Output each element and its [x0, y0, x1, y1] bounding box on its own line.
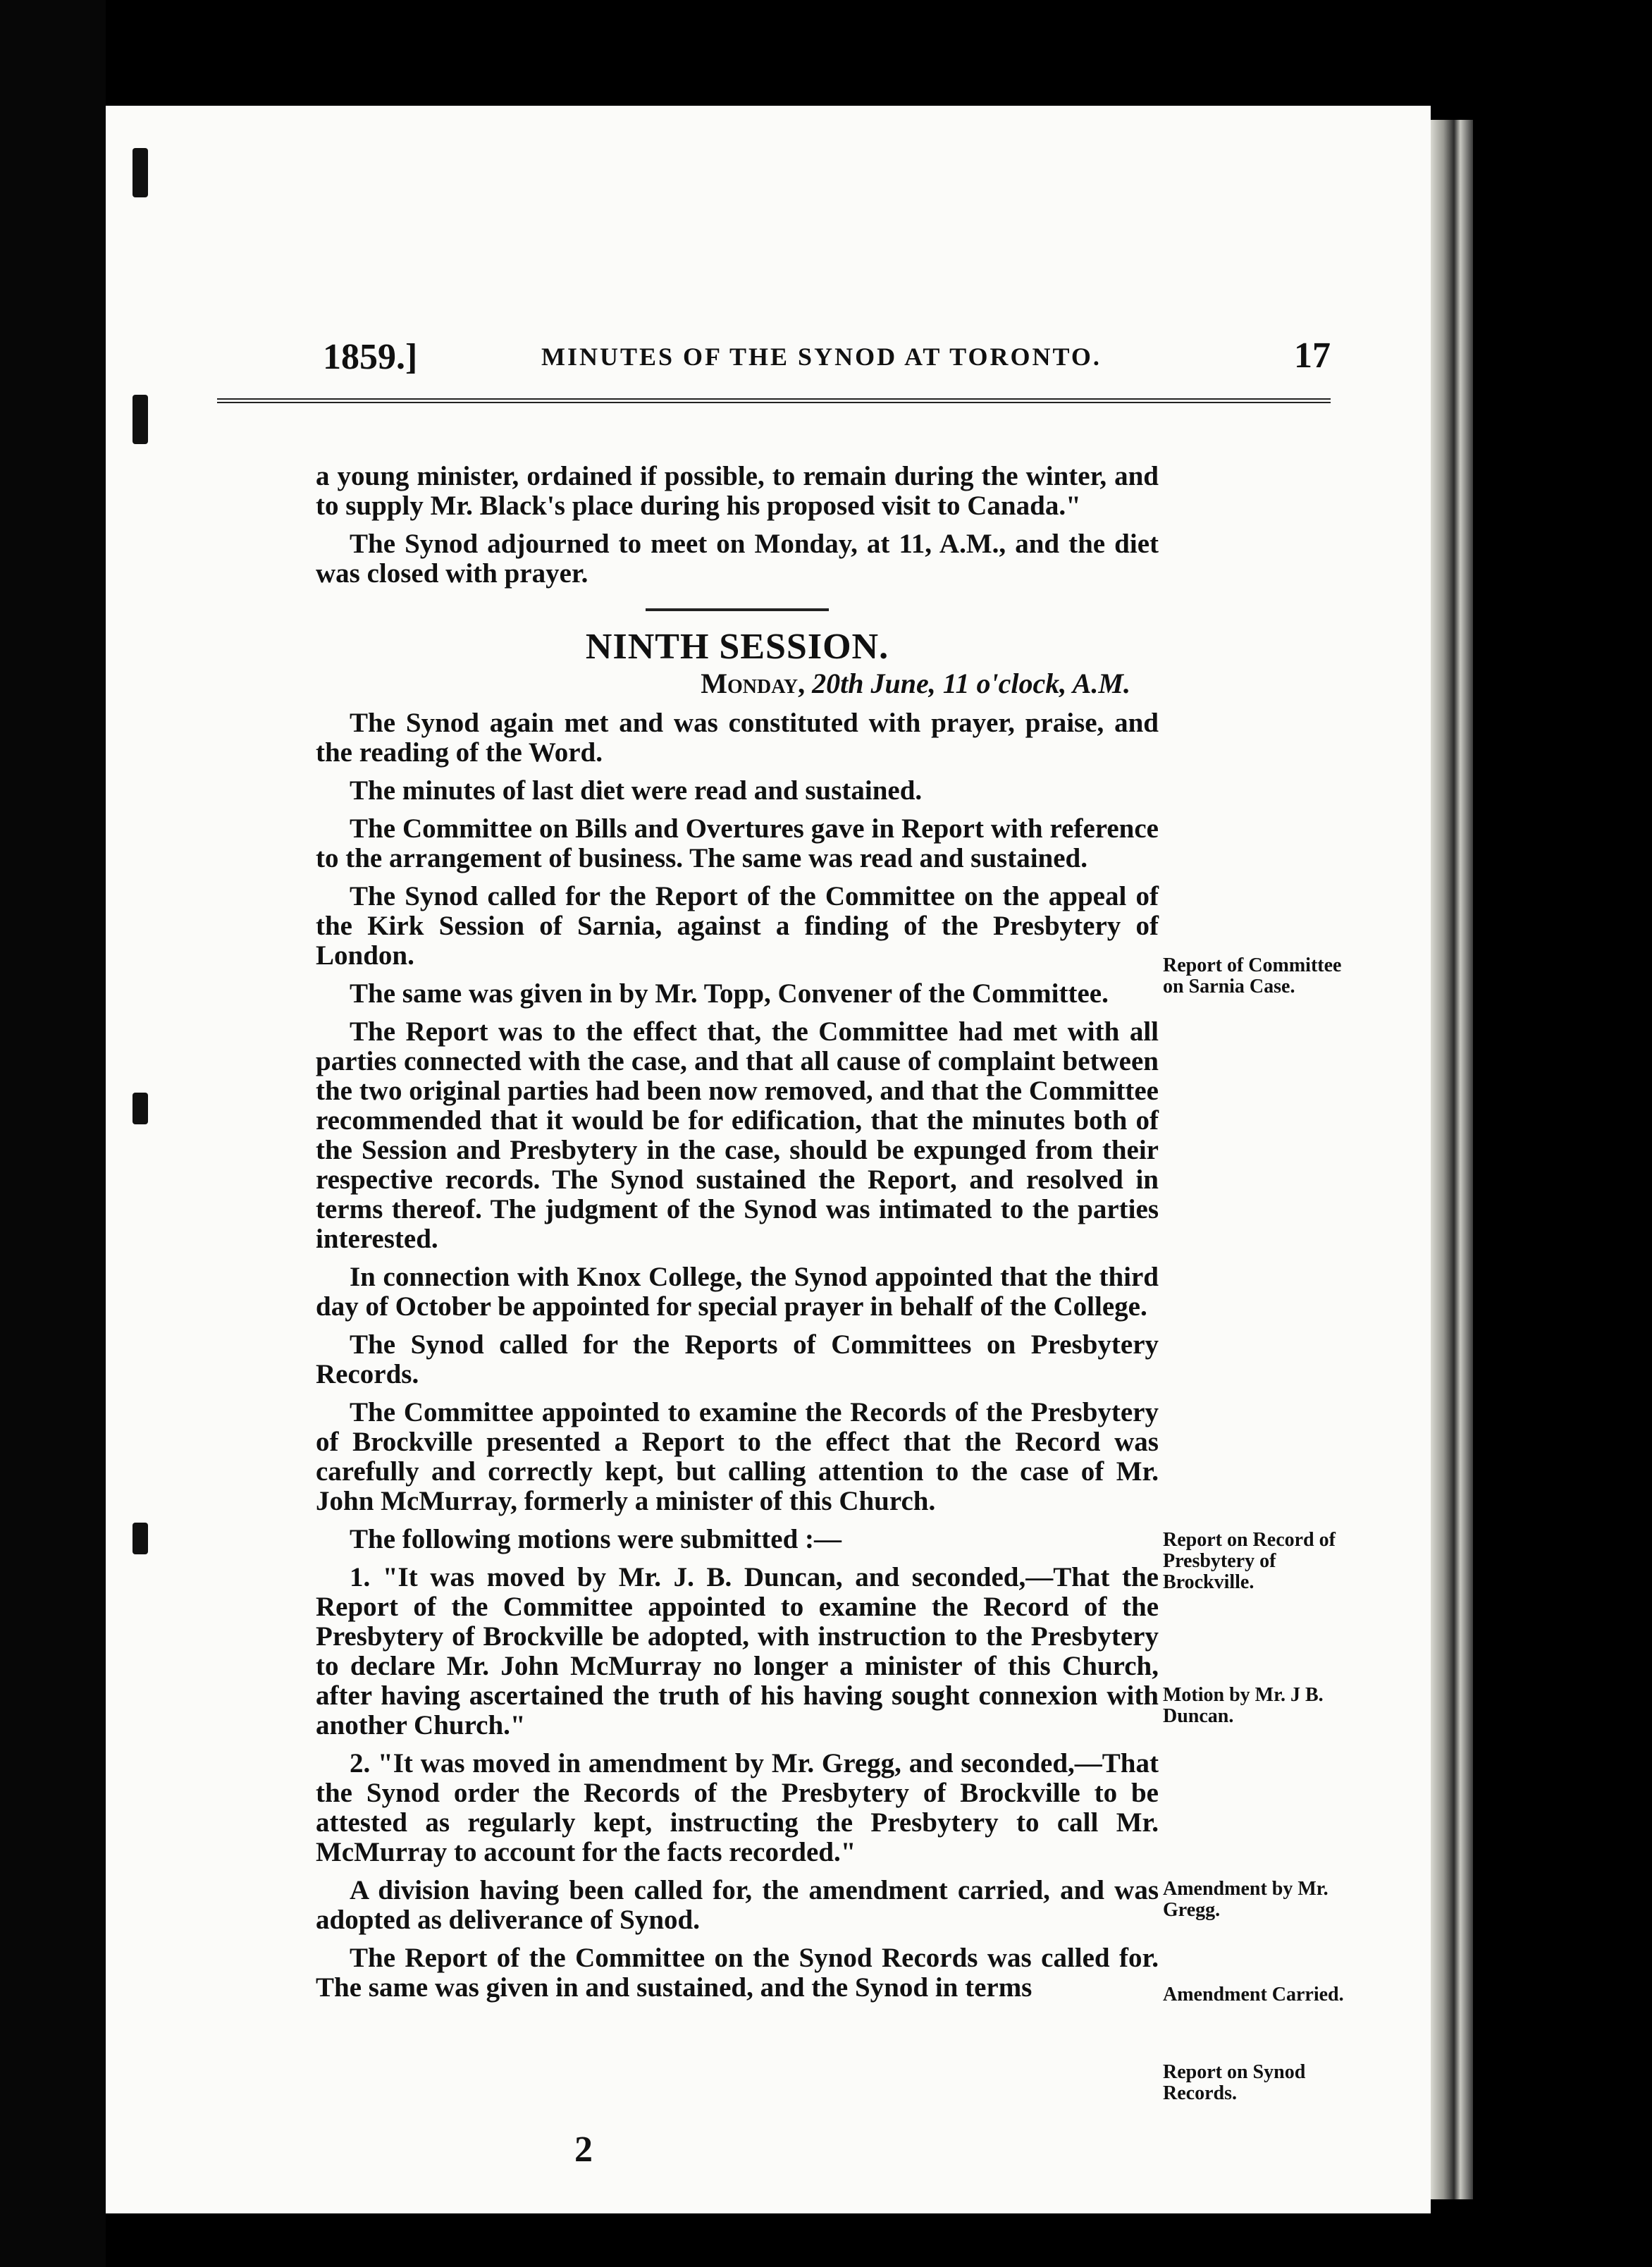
session-date-day: Monday, — [701, 668, 806, 699]
paragraph: The Report was to the effect that, the Committee had met with all parties connected with the case, and that all cause of complaint between the two original parties had been now removed, and that the Committee recommended that it would be for edification, that the minutes both of the Session and Presbytery in the case, should be expunged from their respective records. The Synod sustained the Report, and resolved in terms thereof. The judgment of the Synod was intimated to the parties interested. — [316, 1016, 1159, 1254]
paragraph: The Report of the Committee on the Synod Records was called for. The same was given in and sustained, and the Synod in terms — [316, 1943, 1159, 2003]
margin-note: Amendment by Mr. Gregg. — [1163, 1878, 1329, 1921]
page-body — [316, 462, 1159, 2011]
paragraph: The Committee on Bills and Overtures gave in Report with reference to the arrangement of business. The same was read and sustained. — [316, 813, 1159, 873]
session-date-rest: 20th June, 11 o'clock, A.M. — [812, 668, 1130, 699]
paragraph: The Synod again met and was constituted with prayer, praise, and the reading of the Word. — [316, 708, 1159, 768]
paragraph: In connection with Knox College, the Synod appointed that the third day of October be appointed for special prayer in behalf of the College. — [316, 1262, 1159, 1322]
margin-note: Motion by Mr. J B. Duncan. — [1163, 1684, 1324, 1727]
margin-note: Report on Record of Presbytery of Brockville. — [1163, 1529, 1336, 1593]
paragraph: The same was given in by Mr. Topp, Convener of the Committee. — [350, 978, 1109, 1009]
adjournment-paragraph: The Synod adjourned to meet on Monday, at 11, A.M., and the diet was closed with prayer. — [316, 529, 1159, 589]
binding-mark — [132, 395, 148, 444]
session-date — [316, 669, 1159, 699]
paragraph: The following motions were submitted :— — [350, 1524, 842, 1554]
header-year: 1859.] — [323, 337, 418, 377]
book-page-edges — [1431, 120, 1473, 2199]
motion-paragraph: 1. "It was moved by Mr. J. B. Duncan, and seconded,—That the Report of the Committee appointed to examine the Record of the Presbytery of Brockville be adopted, with instruction to the Presbytery to declare Mr. John McMurray no longer a minister of this Church, after having ascertained the truth of his having sought connexion with another Church." — [316, 1562, 1159, 1740]
paragraph: The Synod called for the Reports of Committees on Presbytery Records. — [316, 1329, 1159, 1389]
running-header — [217, 321, 1331, 403]
amendment-paragraph: 2. "It was moved in amendment by Mr. Gregg, and seconded,—That the Synod order the Records of the Presbytery of Brockville to be attested as regularly kept, instructing the Presbytery to call Mr. McMurray to account for the facts recorded." — [316, 1748, 1159, 1867]
running-title: MINUTES OF THE SYNOD AT TORONTO. — [541, 343, 1102, 371]
paragraph: The Committee appointed to examine the Records of the Presbytery of Brockville presented a Report to the effect that the Record was carefully and correctly kept, but calling attention to the case of Mr. John McMurray, formerly a minister of this Church. — [316, 1397, 1159, 1516]
paragraph: A division having been called for, the amendment carried, and was adopted as deliverance of Synod. — [316, 1875, 1159, 1935]
margin-note: Report on Synod Records. — [1163, 2061, 1306, 2104]
session-title: NINTH SESSION. — [585, 627, 889, 667]
book-left-shadow — [0, 0, 106, 2267]
binding-mark — [132, 1523, 148, 1554]
margin-note: Amendment Carried. — [1163, 1984, 1344, 2005]
margin-note: Report of Committee on Sarnia Case. — [1163, 954, 1342, 997]
binding-mark — [132, 1093, 148, 1124]
page-number: 17 — [1294, 336, 1331, 376]
paragraph: The minutes of last diet were read and sustained. — [350, 775, 923, 806]
section-divider — [646, 608, 829, 611]
continued-paragraph: a young minister, ordained if possible, to remain during the winter, and to supply Mr. Black's place during his proposed visit to Canada." — [316, 461, 1159, 521]
signature-mark: 2 — [574, 2130, 593, 2170]
paragraph: The Synod called for the Report of the Committee on the appeal of the Kirk Session of Sarnia, against a finding of the Presbytery of London. — [316, 881, 1159, 971]
binding-mark — [132, 148, 148, 197]
